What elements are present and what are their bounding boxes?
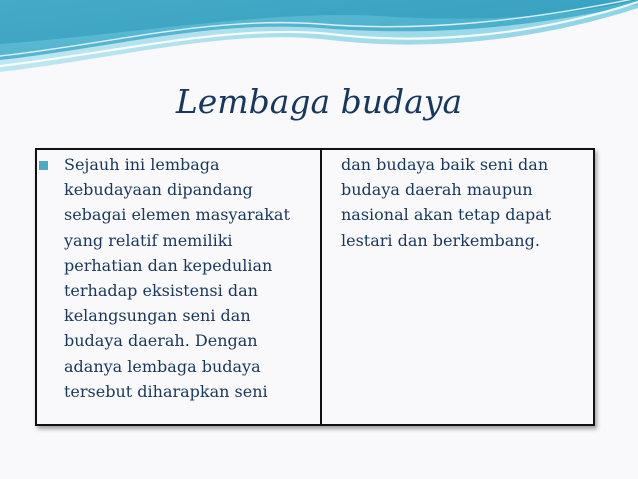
text-line: Sejauh ini lembaga — [64, 155, 220, 174]
text-line: perhatian dan kepedulian — [64, 255, 273, 275]
square-bullet-icon — [39, 161, 48, 170]
slide-title: Lembaga budaya — [175, 82, 463, 121]
text-line: terhadap eksistensi dan — [64, 281, 258, 301]
right-column-text — [341, 152, 591, 253]
text-line: tersebut diharapkan seni — [64, 381, 268, 401]
text-line: kelangsungan seni dan — [64, 306, 251, 326]
text-line: budaya daerah maupun — [341, 180, 533, 200]
left-column-text — [39, 152, 319, 404]
text-line: yang relatif memiliki — [64, 230, 233, 250]
text-line: nasional akan tetap dapat — [341, 205, 552, 225]
content-table — [35, 148, 595, 426]
text-line: adanya lembaga budaya — [64, 356, 261, 376]
text-line: sebagai elemen masyarakat — [64, 205, 290, 225]
column-divider — [320, 150, 322, 424]
text-line: budaya daerah. Dengan — [64, 331, 258, 351]
text-line: dan budaya baik seni dan — [341, 155, 549, 174]
left-column — [39, 152, 319, 404]
text-line: kebudayaan dipandang — [64, 180, 253, 200]
header-wave-decoration — [0, 0, 638, 80]
text-line: lestari dan berkembang. — [341, 230, 540, 250]
right-column — [341, 152, 591, 253]
